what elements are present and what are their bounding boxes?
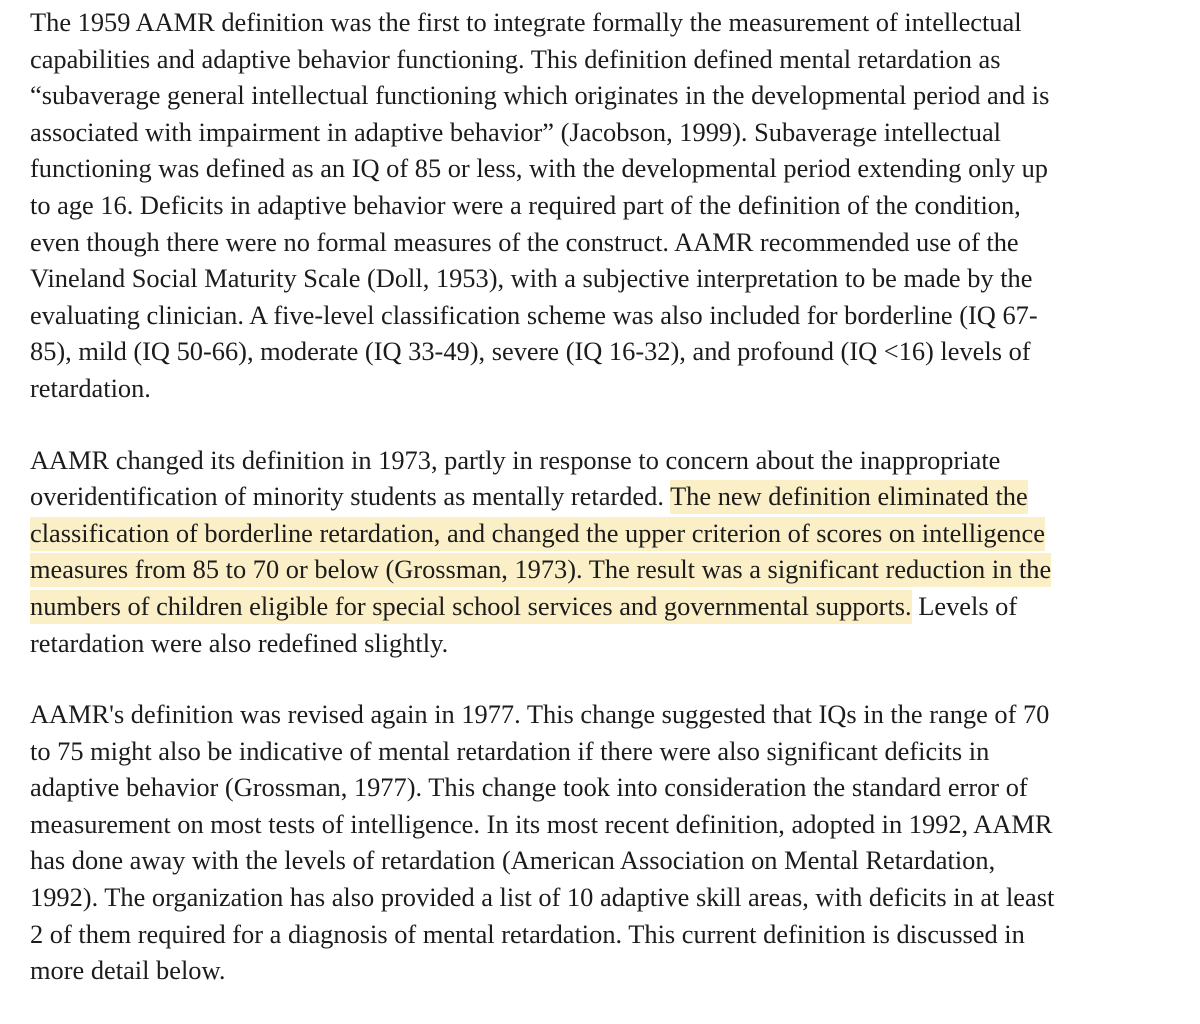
- text-line: adaptive behavior (Grossman, 1977). This change took into consideration the standard error of: [30, 772, 1028, 803]
- text-line: Levels of: [911, 590, 1018, 621]
- text-line: measurement on most tests of intelligence. In its most recent definition, adopted in 1992, AAMR: [30, 808, 1053, 839]
- paragraph-1977-definition: [30, 696, 1190, 989]
- text-line: functioning was defined as an IQ of 85 or less, with the developmental period extending only up: [30, 153, 1048, 184]
- text-line: retardation were also redefined slightly.: [30, 627, 449, 658]
- text-line: to 75 might also be indicative of mental retardation if there were also significant deficits in: [30, 735, 990, 766]
- paragraph-1959-definition: [30, 4, 1190, 407]
- document-body: [30, 4, 1190, 1024]
- text-line: more detail below.: [30, 955, 226, 986]
- text-line: 1992). The organization has also provided a list of 10 adaptive skill areas, with deficits in at least: [30, 882, 1055, 913]
- text-line: The 1959 AAMR definition was the first to integrate formally the measurement of intellectual: [30, 7, 1022, 37]
- highlighted-text: The new definition eliminated the: [670, 480, 1028, 514]
- text-line: 85), mild (IQ 50-66), moderate (IQ 33-49), severe (IQ 16-32), and profound (IQ <16) levels of: [30, 336, 1031, 367]
- text-line: to age 16. Deficits in adaptive behavior were a required part of the definition of the condition,: [30, 189, 1021, 220]
- text-line: Vineland Social Maturity Scale (Doll, 1953), with a subjective interpretation to be made by the: [30, 263, 1033, 294]
- paragraph-1973-definition: [30, 442, 1190, 662]
- text-line: evaluating clinician. A five-level classification scheme was also included for borderline (IQ 67-: [30, 299, 1038, 330]
- text-line: associated with impairment in adaptive behavior” (Jacobson, 1999). Subaverage intellectual: [30, 116, 1002, 147]
- text-line: has done away with the levels of retardation (American Association on Mental Retardation,: [30, 845, 996, 876]
- text-line: capabilities and adaptive behavior functioning. This definition defined mental retardation as: [30, 43, 1001, 74]
- text-line: AAMR's definition was revised again in 1977. This change suggested that IQs in the range of 70: [30, 699, 1050, 730]
- highlighted-text: classification of borderline retardation, and changed the upper criterion of scores on intelligence: [30, 517, 1045, 551]
- text-line: retardation.: [30, 372, 151, 403]
- highlighted-text: measures from 85 to 70 or below (Grossman, 1973). The result was a significant reduction in the: [30, 553, 1051, 587]
- highlighted-text: numbers of children eligible for special school services and governmental supports.: [30, 590, 912, 624]
- text-line: overidentification of minority students as mentally retarded.: [30, 481, 671, 512]
- text-line: “subaverage general intellectual functioning which originates in the developmental period and is: [30, 80, 1050, 111]
- text-line: 2 of them required for a diagnosis of mental retardation. This current definition is discussed in: [30, 918, 1025, 949]
- text-line: AAMR changed its definition in 1973, partly in response to concern about the inappropriate: [30, 444, 1001, 475]
- text-line: even though there were no formal measures of the construct. AAMR recommended use of the: [30, 226, 1019, 257]
